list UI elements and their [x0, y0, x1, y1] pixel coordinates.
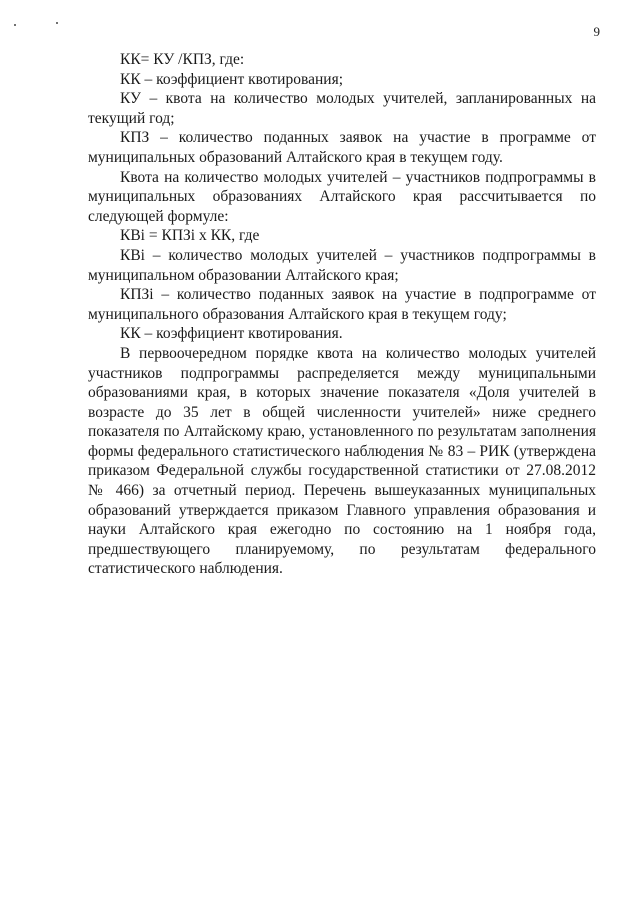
- definition-ku: КУ – квота на количество молодых учителей, запланированных на текущий год;: [88, 90, 596, 127]
- definition-kk-repeat: КК – коэффициент квотирования.: [120, 325, 343, 343]
- definition-kvi: КВi – количество молодых учителей – участников подпрограммы в муниципальном образовании Алтайского края;: [88, 246, 596, 284]
- scan-speck: [56, 22, 58, 24]
- definition-kpzi: КПЗi – количество поданных заявок на участие в подпрограмме от муниципального образования Алтайского края в текущем году;: [88, 286, 596, 323]
- scan-speck: [14, 24, 16, 26]
- formula-kk: КК= КУ /КПЗ, где:: [120, 51, 245, 68]
- priority-distribution-paragraph: В первоочередном порядке квота на количество молодых учителей участников подпрограммы распределяется между муниципальными образованиями края, в которых значение показателя «Доля учителей в возрасте до 35 лет в общей численности учителей» ниже среднего показателя по Алтайскому краю, установленного по результатам заполнения формы федерального статистического наблюдения № 83 – РИК (утверждена приказом Федеральной службы государственной статистики от 27.08.2012 № 466) за отчетный период. Перечень вышеуказанных муниципальных образований утверждается приказом Главного управления образования и науки Алтайского края ежегодно по состоянию на 1 ноября года, предшествующего планируемому, по результатам федерального статистического наблюдения.: [88, 344, 596, 578]
- page-number: 9: [593, 24, 600, 39]
- formula-kvi: КВi = КПЗi х КК, где: [120, 227, 260, 245]
- definition-kpz: КПЗ – количество поданных заявок на участие в программе от муниципальных образований Алтайского края в текущем году.: [88, 129, 596, 166]
- document-body: [88, 50, 596, 579]
- definition-kk: КК – коэффициент квотирования;: [120, 70, 344, 88]
- quota-intro-paragraph: Квота на количество молодых учителей – участников подпрограммы в муниципальных образованиях Алтайского края рассчитывается по следующей формуле:: [88, 168, 596, 225]
